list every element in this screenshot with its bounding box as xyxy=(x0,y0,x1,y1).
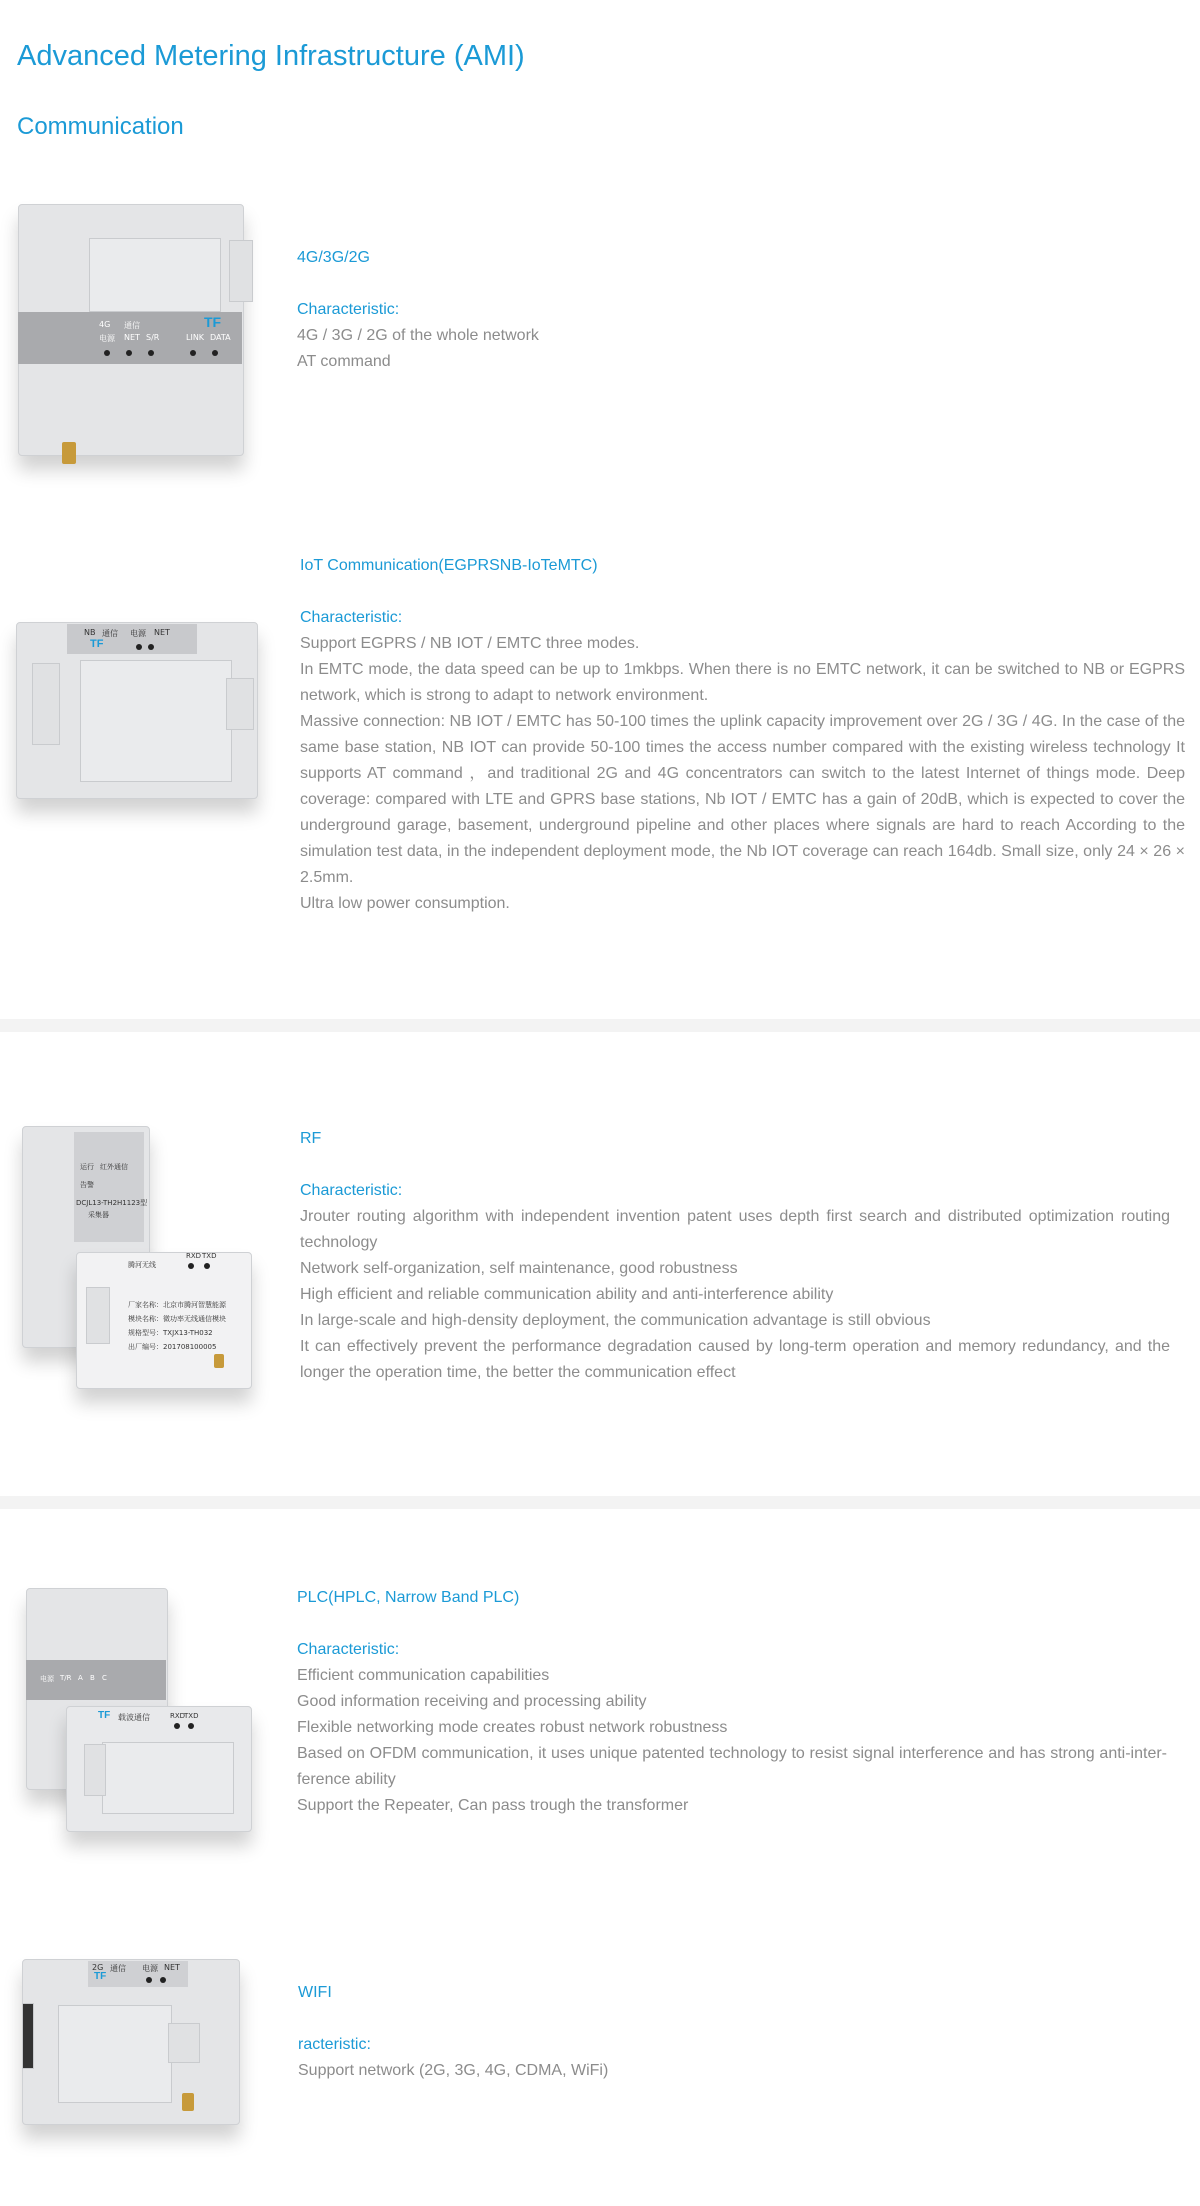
feature-line: Support network (2G, 3G, 4G, CDMA, WiFi) xyxy=(298,2062,609,2079)
product-wifi xyxy=(298,1980,1168,2084)
feature-line: Good information receiving and processing ability xyxy=(297,1693,647,1710)
led-icon xyxy=(190,350,196,356)
feature-line: Flexible networking mode creates robust network robustness xyxy=(297,1719,728,1736)
image-label: NET xyxy=(164,1963,180,1972)
brand-logo-icon: TF xyxy=(98,1710,111,1721)
image-label: 电源 xyxy=(99,334,115,343)
characteristic-label: Characteristic: xyxy=(297,301,400,318)
image-label: 厂家名称：北京市腾河智慧能源 xyxy=(128,1301,226,1309)
feature-line: In EMTC mode, the data speed can be up to 1mkbps. When there is no EMTC network, it can be switched to NB or EGPRS network, which is strong to adapt to network environment. xyxy=(300,661,1185,704)
product-title: RF xyxy=(300,1130,322,1147)
feature-line: Support the Repeater, Can pass trough the transformer xyxy=(297,1797,689,1814)
feature-line: High efficient and reliable communication ability and anti-interference ability xyxy=(300,1286,834,1303)
antenna-connector-icon xyxy=(182,2093,194,2111)
image-label: TXD xyxy=(184,1712,199,1720)
led-icon xyxy=(160,1977,166,1983)
led-icon xyxy=(126,350,132,356)
image-label: 出厂编号：201708100005 xyxy=(128,1343,217,1351)
led-icon xyxy=(148,350,154,356)
image-label: 通信 xyxy=(110,1964,126,1973)
feature-line: AT command xyxy=(297,353,391,370)
image-label: 2G xyxy=(92,1963,104,1972)
image-label: NET xyxy=(124,333,140,342)
image-label: RXD xyxy=(170,1712,186,1720)
feature-line: Based on OFDM communication, it uses unique patented technology to resist signal interference and has strong anti-interference ability xyxy=(297,1745,1167,1788)
image-label: 告警 xyxy=(80,1181,94,1189)
product-iot xyxy=(300,553,1185,917)
product-title: 4G/3G/2G xyxy=(297,249,370,266)
image-label: T/R xyxy=(60,1674,72,1682)
feature-line: Support EGPRS / NB IOT / EMTC three modes. xyxy=(300,635,640,652)
image-label: 电源 xyxy=(142,1964,158,1973)
feature-line: Massive connection: NB IOT / EMTC has 50-100 times the uplink capacity improvement over 2G / 3G / 4G. In the case of the same base station, NB IOT can provide 50-100 times the access number compared with the existing wireless technology It supports AT command ，and traditional 2G and 4G concentrators can switch to the latest Internet of things mode. Deep coverage: compared with LTE and GPRS base stations, Nb IOT / EMTC has a gain of 20dB, which is expected to cover the underground garage, basement, underground pipeline and other places where signals are hard to reach According to the simulation test data, in the independent deployment mode, the Nb IOT coverage can reach 164db. Small size, only 24 × 26 × 2.5mm. xyxy=(300,713,1185,886)
image-label: NB xyxy=(84,628,96,637)
feature-line: Ultra low power consumption. xyxy=(300,895,510,912)
product-image-plc xyxy=(22,1582,262,1842)
characteristic-label: racteristic: xyxy=(298,2036,371,2053)
feature-line: Efficient communication capabilities xyxy=(297,1667,550,1684)
feature-line: 4G / 3G / 2G of the whole network xyxy=(297,327,539,344)
section-divider xyxy=(0,1496,1200,1509)
image-label: DCJL13-TH2H1123型 xyxy=(76,1199,148,1207)
image-label: 通信 xyxy=(124,321,140,330)
led-icon xyxy=(104,350,110,356)
brand-logo-icon: TF xyxy=(90,638,104,650)
image-label: B xyxy=(90,1674,95,1682)
product-plc xyxy=(297,1585,1167,1819)
characteristic-label: Characteristic: xyxy=(300,609,403,626)
product-image-4g xyxy=(14,200,254,470)
image-label: 载波通信 xyxy=(118,1713,150,1722)
feature-line: In large-scale and high-density deployment, the communication advantage is still obvious xyxy=(300,1312,931,1329)
led-icon xyxy=(212,350,218,356)
product-rf xyxy=(300,1126,1170,1386)
brand-logo-icon: TF xyxy=(94,1971,107,1982)
feature-line: Jrouter routing algorithm with independent invention patent uses depth first search and distributed optimization routing technology xyxy=(300,1208,1170,1251)
brand-logo-icon: TF xyxy=(204,314,222,330)
product-image-iot xyxy=(12,618,262,808)
image-label: 4G xyxy=(99,320,111,329)
image-label: A xyxy=(78,1674,83,1682)
antenna-connector-icon xyxy=(62,442,76,464)
led-icon xyxy=(136,644,142,650)
image-label: 电源 xyxy=(130,629,146,638)
led-icon xyxy=(188,1723,194,1729)
page-title: Advanced Metering Infrastructure (AMI) xyxy=(17,40,525,72)
led-icon xyxy=(148,644,154,650)
image-label: S/R xyxy=(146,333,160,342)
image-label: 运行 xyxy=(80,1163,94,1171)
image-label: 规格型号：TXJX13-TH032 xyxy=(128,1329,213,1337)
section-title: Communication xyxy=(17,113,184,140)
feature-line: It can effectively prevent the performance degradation caused by long-term operation and memory redundancy, and the longer the operation time, the better the communication effect xyxy=(300,1338,1170,1381)
product-title: WIFI xyxy=(298,1984,332,2001)
image-label: 通信 xyxy=(102,629,118,638)
product-image-wifi xyxy=(18,1955,248,2135)
antenna-connector-icon xyxy=(214,1354,224,1368)
product-title: PLC(HPLC, Narrow Band PLC) xyxy=(297,1589,520,1606)
image-label: LINK xyxy=(186,333,205,342)
led-icon xyxy=(146,1977,152,1983)
feature-line: Network self-organization, self maintenance, good robustness xyxy=(300,1260,738,1277)
product-image-rf xyxy=(18,1122,268,1402)
image-label: 采集器 xyxy=(88,1211,109,1219)
image-label: C xyxy=(102,1674,107,1682)
section-divider xyxy=(0,1019,1200,1032)
characteristic-label: Characteristic: xyxy=(300,1182,403,1199)
image-label: DATA xyxy=(210,333,231,342)
led-icon xyxy=(188,1263,194,1269)
product-4g xyxy=(297,245,1182,375)
image-label: 电源 xyxy=(40,1675,54,1683)
led-icon xyxy=(204,1263,210,1269)
image-label: 红外通信 xyxy=(100,1163,128,1171)
image-label: NET xyxy=(154,628,170,637)
image-label: RXD xyxy=(186,1252,202,1260)
image-label: 腾河无线 xyxy=(128,1261,156,1269)
product-title: IoT Communication(EGPRSNB-IoTeMTC) xyxy=(300,557,598,574)
led-icon xyxy=(174,1723,180,1729)
characteristic-label: Characteristic: xyxy=(297,1641,400,1658)
image-label: TXD xyxy=(202,1252,217,1260)
image-label: 模块名称：微功率无线通信模块 xyxy=(128,1315,226,1323)
